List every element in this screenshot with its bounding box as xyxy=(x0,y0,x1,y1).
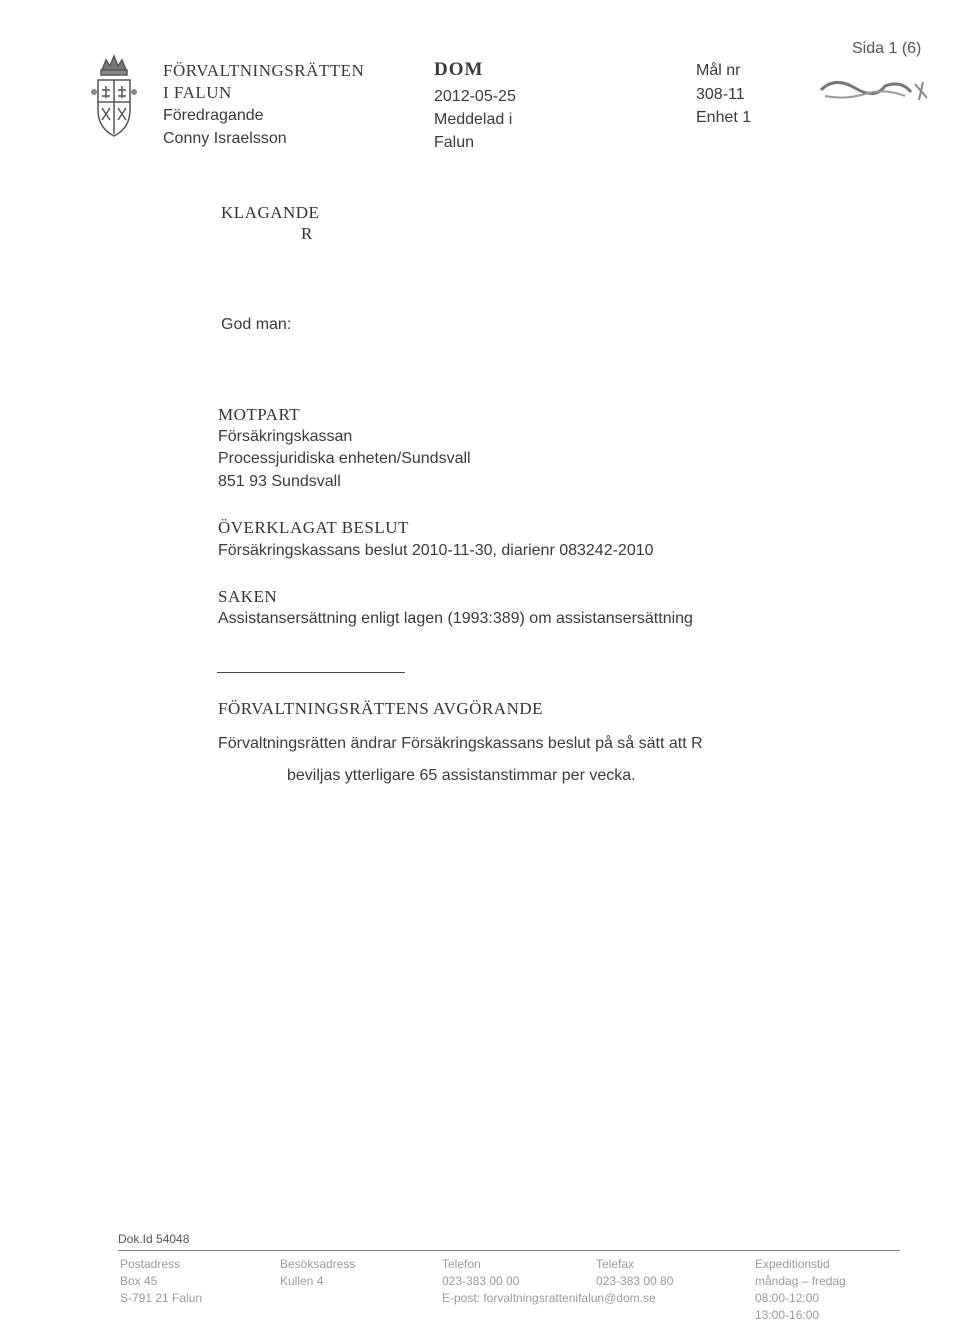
issued-label: Meddelad i xyxy=(434,111,513,128)
footer-fax xyxy=(596,1256,673,1290)
appellant-name: R xyxy=(301,224,313,243)
footer-postal-line: Box 45 xyxy=(120,1274,158,1288)
judgment-date: 2012-05-25 xyxy=(434,88,516,105)
footer-visit xyxy=(280,1256,355,1290)
footer-postal-label: Postadress xyxy=(120,1257,181,1271)
footer-phone-label: Telefon xyxy=(442,1257,481,1271)
appellant-heading: KLAGANDE xyxy=(221,203,320,222)
court-name-line2: I FALUN xyxy=(163,83,232,102)
footer-postal xyxy=(120,1256,202,1307)
document-type: DOM xyxy=(434,59,484,80)
presenter-name: Conny Israelsson xyxy=(163,130,287,147)
footer-hours-line: måndag – fredag xyxy=(755,1274,846,1288)
footer-email: E-post: forvaltningsrattenifalun@dom.se xyxy=(442,1291,656,1305)
court-coat-of-arms-icon xyxy=(90,52,138,144)
footer-fax-line: 023-383 00 80 xyxy=(596,1274,674,1288)
opponent-line: 851 93 Sundsvall xyxy=(218,473,341,490)
footer-visit-line: Kullen 4 xyxy=(280,1274,324,1288)
case-number: 308-11 xyxy=(696,86,745,103)
opponent-line: Processjuridiska enheten/Sundsvall xyxy=(218,450,471,467)
issued-place: Falun xyxy=(434,134,475,151)
presenter-role: Föredragande xyxy=(163,107,264,124)
ruling-heading: FÖRVALTNINGSRÄTTENS AVGÖRANDE xyxy=(218,699,544,718)
footer-hours-line: 13:00-16:00 xyxy=(755,1308,820,1322)
footer-hours xyxy=(755,1256,846,1324)
appealed-decision-text: Försäkringskassans beslut 2010-11-30, diarienr 083242-2010 xyxy=(218,542,654,559)
received-stamp-icon xyxy=(815,70,935,110)
document-id: Dok.Id 54048 xyxy=(118,1232,190,1246)
court-name-line1: FÖRVALTNINGSRÄTTEN xyxy=(163,61,365,80)
section-divider xyxy=(217,672,405,673)
footer-postal-line: S-791 21 Falun xyxy=(120,1291,203,1305)
appealed-decision-heading: ÖVERKLAGAT BESLUT xyxy=(218,518,409,537)
case-number-label: Mål nr xyxy=(696,62,741,79)
footer-divider xyxy=(118,1250,900,1251)
ruling-line1: Förvaltningsrätten ändrar Försäkringskassans beslut på så sätt att R xyxy=(218,735,703,752)
footer-visit-label: Besöksadress xyxy=(280,1257,356,1271)
opponent-heading: MOTPART xyxy=(218,405,301,424)
footer-hours-label: Expeditionstid xyxy=(755,1257,830,1271)
guardian-label: God man: xyxy=(221,316,292,333)
matter-text: Assistansersättning enligt lagen (1993:389) om assistansersättning xyxy=(218,610,693,627)
footer-fax-label: Telefax xyxy=(596,1257,635,1271)
unit: Enhet 1 xyxy=(696,109,752,126)
footer-hours-line: 08:00-12:00 xyxy=(755,1291,820,1305)
matter-heading: SAKEN xyxy=(218,587,278,606)
ruling-line2: beviljas ytterligare 65 assistanstimmar per vecka. xyxy=(287,767,636,784)
footer-phone-line: 023-383 00 00 xyxy=(442,1274,520,1288)
opponent-line: Försäkringskassan xyxy=(218,428,353,445)
page-number: Sida 1 (6) xyxy=(852,40,922,57)
